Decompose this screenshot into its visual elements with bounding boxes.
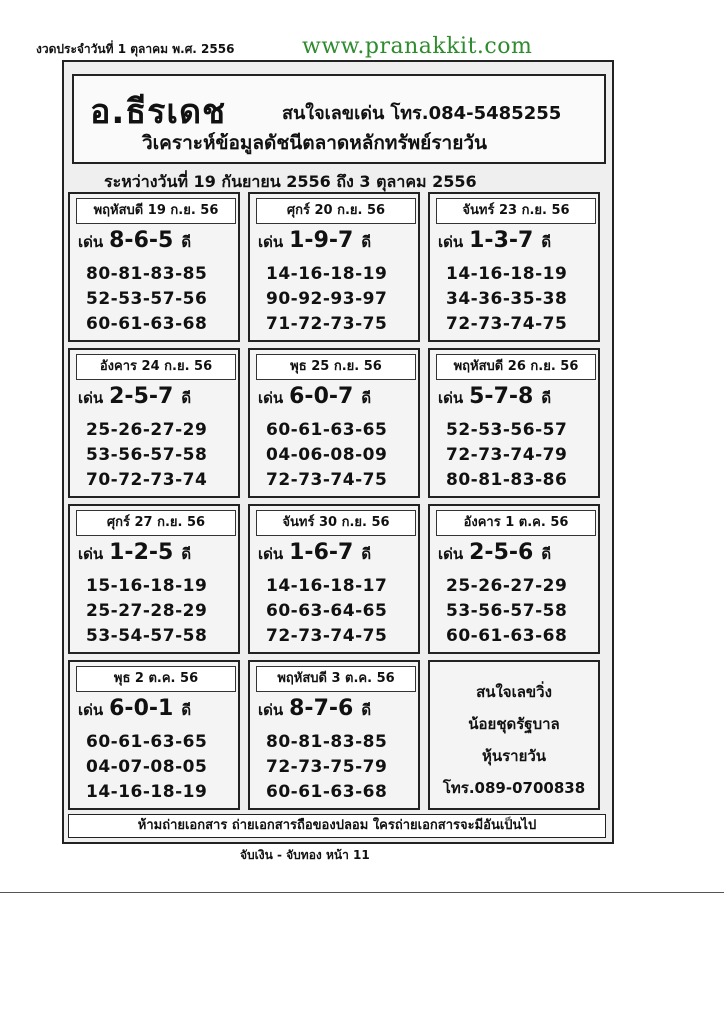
number-row: 72-73-74-75 — [266, 470, 388, 490]
number-row: 90-92-93-97 — [266, 289, 388, 309]
number-row: 25-26-27-29 — [446, 576, 568, 596]
watermark-url: www.pranakkit.com — [302, 34, 533, 59]
number-row: 52-53-56-57 — [446, 420, 568, 440]
good-label: ดี — [541, 389, 552, 407]
prediction-cell — [68, 504, 240, 654]
main-label: เด่น — [438, 389, 464, 407]
cell-date: พฤหัสบดี 3 ต.ค. 56 — [256, 666, 416, 692]
good-label: ดี — [181, 233, 192, 251]
number-row: 60-61-63-65 — [266, 420, 388, 440]
number-row: 14-16-18-19 — [266, 264, 388, 284]
main-number: 8-7-6 — [289, 696, 354, 721]
number-list — [266, 730, 387, 805]
number-list — [86, 730, 207, 805]
main-number: 5-7-8 — [469, 384, 534, 409]
number-row: 14-16-18-17 — [266, 576, 388, 596]
number-list — [446, 262, 567, 337]
number-row: 04-07-08-05 — [86, 757, 208, 777]
main-number: 1-3-7 — [469, 228, 534, 253]
number-list — [266, 574, 387, 649]
number-row: 53-56-57-58 — [446, 601, 568, 621]
main-label: เด่น — [78, 389, 104, 407]
good-label: ดี — [541, 233, 552, 251]
page-footer: จับเงิน - จับทอง หน้า 11 — [240, 848, 370, 862]
advert-line: หุ้นรายวัน — [481, 747, 547, 765]
cell-date: จันทร์ 23 ก.ย. 56 — [436, 198, 596, 224]
main-number: 1-2-5 — [109, 540, 174, 565]
prediction-cell — [248, 504, 420, 654]
number-row: 25-26-27-29 — [86, 420, 208, 440]
number-row: 53-56-57-58 — [86, 445, 208, 465]
number-row: 80-81-83-86 — [446, 470, 568, 490]
number-row: 72-73-74-79 — [446, 445, 568, 465]
number-list — [266, 262, 387, 337]
main-label: เด่น — [258, 701, 284, 719]
number-row: 70-72-73-74 — [86, 470, 208, 490]
main-label: เด่น — [438, 233, 464, 251]
main-number: 1-9-7 — [289, 228, 354, 253]
prediction-cell — [428, 504, 600, 654]
cell-date: อังคาร 24 ก.ย. 56 — [76, 354, 236, 380]
main-number: 8-6-5 — [109, 228, 174, 253]
main-label: เด่น — [78, 233, 104, 251]
good-label: ดี — [181, 701, 192, 719]
main-line — [258, 228, 371, 254]
cell-date: พุธ 25 ก.ย. 56 — [256, 354, 416, 380]
contact-phone: สนใจเลขเด่น โทร.084-5485255 — [282, 103, 562, 124]
main-label: เด่น — [438, 545, 464, 563]
advert-box — [428, 660, 600, 810]
cell-date: ศุกร์ 27 ก.ย. 56 — [76, 510, 236, 536]
date-range: ระหว่างวันที่ 19 กันยายน 2556 ถึง 3 ตุลาคม 2556 — [104, 172, 477, 191]
prediction-cell — [428, 348, 600, 498]
advert-phone: โทร.089-0700838 — [442, 779, 586, 797]
number-row: 15-16-18-19 — [86, 576, 208, 596]
number-row: 60-61-63-68 — [266, 782, 388, 802]
cell-date: จันทร์ 30 ก.ย. 56 — [256, 510, 416, 536]
main-line — [78, 540, 191, 566]
number-row: 72-73-74-75 — [446, 314, 568, 334]
main-line — [78, 384, 191, 410]
advert-line: น้อยชุดรัฐบาล — [468, 715, 560, 733]
number-list — [86, 574, 207, 649]
prediction-cell — [248, 192, 420, 342]
prediction-cell — [248, 348, 420, 498]
main-number: 6-0-1 — [109, 696, 174, 721]
cell-date: พฤหัสบดี 26 ก.ย. 56 — [436, 354, 596, 380]
header-box — [72, 74, 606, 164]
number-list — [266, 418, 387, 493]
prediction-cell — [248, 660, 420, 810]
main-line — [258, 696, 371, 722]
brand-title: อ.ธีรเดช — [90, 92, 227, 132]
good-label: ดี — [361, 545, 372, 563]
main-label: เด่น — [258, 233, 284, 251]
number-row: 60-63-64-65 — [266, 601, 388, 621]
main-line — [258, 384, 371, 410]
main-line — [438, 384, 551, 410]
main-label: เด่น — [78, 545, 104, 563]
main-line — [438, 228, 551, 254]
prediction-cell — [428, 192, 600, 342]
good-label: ดี — [181, 389, 192, 407]
number-row: 60-61-63-68 — [86, 314, 208, 334]
number-row: 04-06-08-09 — [266, 445, 388, 465]
number-row: 14-16-18-19 — [446, 264, 568, 284]
cell-date: พุธ 2 ต.ค. 56 — [76, 666, 236, 692]
main-number: 2-5-6 — [469, 540, 534, 565]
main-number: 2-5-7 — [109, 384, 174, 409]
good-label: ดี — [181, 545, 192, 563]
page-divider — [0, 892, 724, 893]
number-row: 14-16-18-19 — [86, 782, 208, 802]
main-line — [258, 540, 371, 566]
number-row: 80-81-83-85 — [266, 732, 388, 752]
good-label: ดี — [541, 545, 552, 563]
number-row: 60-61-63-68 — [446, 626, 568, 646]
number-row: 52-53-57-56 — [86, 289, 208, 309]
good-label: ดี — [361, 389, 372, 407]
cell-date: อังคาร 1 ต.ค. 56 — [436, 510, 596, 536]
prediction-cell — [68, 660, 240, 810]
main-number: 6-0-7 — [289, 384, 354, 409]
number-list — [446, 418, 567, 493]
prediction-grid — [68, 192, 606, 812]
cell-date: ศุกร์ 20 ก.ย. 56 — [256, 198, 416, 224]
main-line — [78, 696, 191, 722]
header-subtitle: วิเคราะห์ข้อมูลดัชนีตลาดหลักทรัพย์รายวัน — [142, 132, 487, 154]
cell-date: พฤหัสบดี 19 ก.ย. 56 — [76, 198, 236, 224]
prediction-cell — [68, 348, 240, 498]
number-row: 71-72-73-75 — [266, 314, 388, 334]
number-row: 25-27-28-29 — [86, 601, 208, 621]
good-label: ดี — [361, 701, 372, 719]
main-line — [438, 540, 551, 566]
number-list — [86, 262, 207, 337]
good-label: ดี — [361, 233, 372, 251]
main-label: เด่น — [258, 545, 284, 563]
number-row: 34-36-35-38 — [446, 289, 568, 309]
prediction-cell — [68, 192, 240, 342]
number-list — [446, 574, 567, 649]
number-row: 72-73-74-75 — [266, 626, 388, 646]
number-row: 60-61-63-65 — [86, 732, 208, 752]
number-row: 80-81-83-85 — [86, 264, 208, 284]
copy-warning: ห้ามถ่ายเอกสาร ถ่ายเอกสารถือของปลอม ใครถ่ายเอกสารจะมีอันเป็นไป — [68, 814, 606, 838]
issue-date-line: งวดประจำวันที่ 1 ตุลาคม พ.ศ. 2556 — [36, 42, 235, 56]
main-label: เด่น — [258, 389, 284, 407]
main-label: เด่น — [78, 701, 104, 719]
main-number: 1-6-7 — [289, 540, 354, 565]
number-list — [86, 418, 207, 493]
number-row: 53-54-57-58 — [86, 626, 208, 646]
main-line — [78, 228, 191, 254]
advert-line: สนใจเลขวิ่ง — [476, 683, 552, 701]
number-row: 72-73-75-79 — [266, 757, 388, 777]
